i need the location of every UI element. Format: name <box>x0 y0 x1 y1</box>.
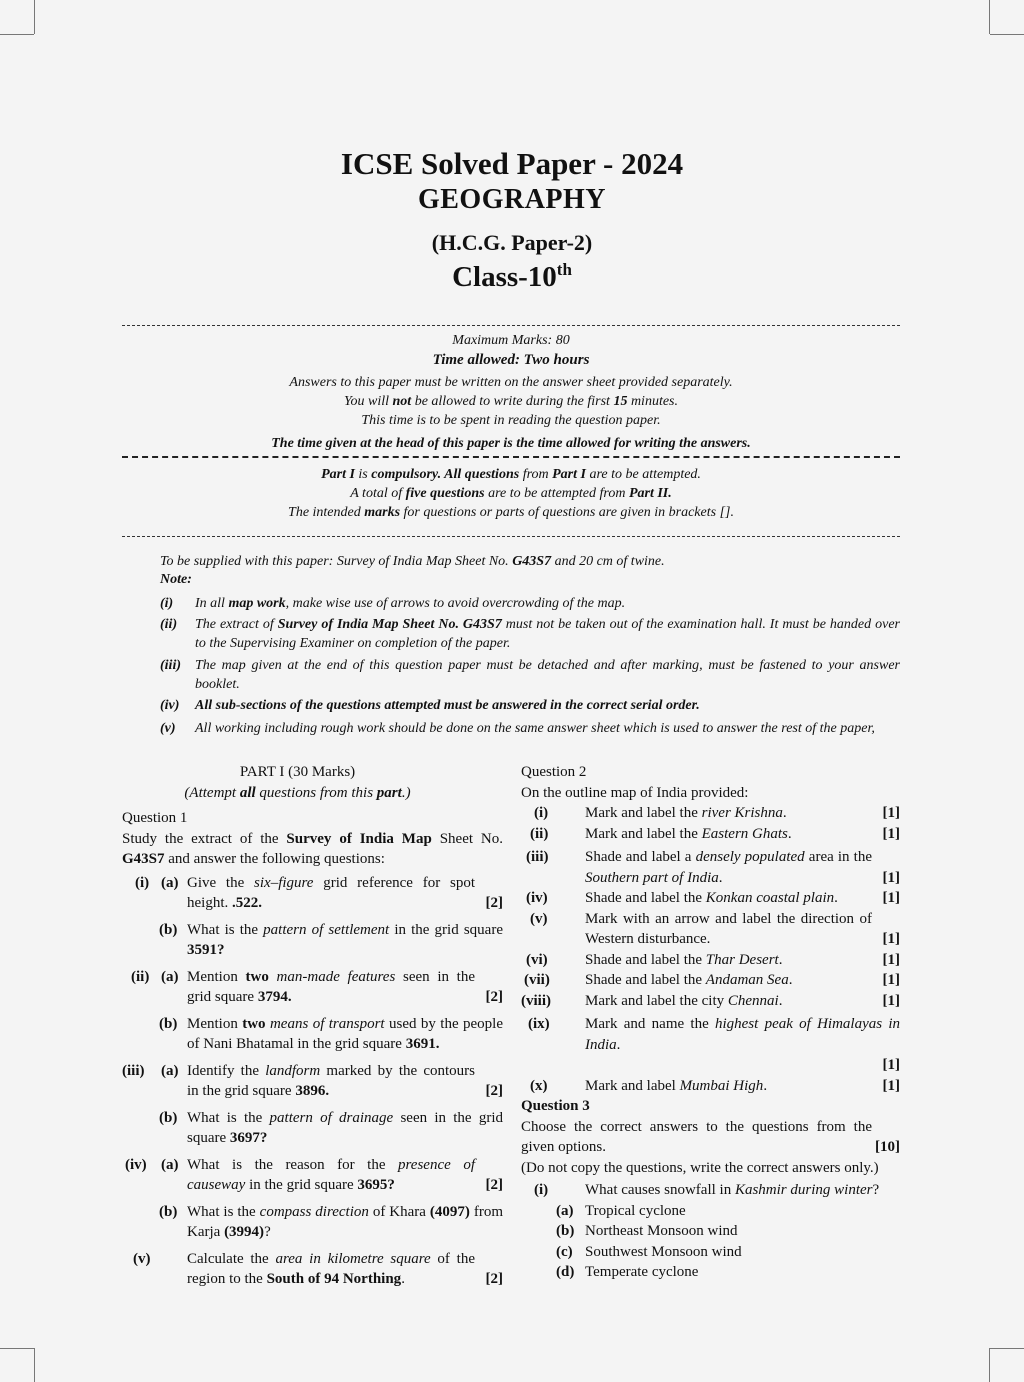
crop-mark <box>0 1348 34 1349</box>
note-item: (iii) The map given at the end of this question paper must be detached and after marking, must be fastened to your answer booklet. <box>160 658 900 692</box>
supply-note: To be supplied with this paper: Survey of India Map Sheet No. G43S7 and 20 cm of twine. <box>160 554 665 569</box>
instruction-line-bold: The time given at the head of this paper is the time allowed for writing the answers. <box>271 436 751 451</box>
q3-option: (b) Northeast Monsoon wind <box>556 1223 738 1239</box>
q1-iv-b: (b) What is the compass direction of Khara (4097) from Karja (3994)? <box>159 1203 503 1240</box>
crop-mark <box>989 1348 990 1382</box>
q2-item: (vii) Shade and label the Andaman Sea. [1] <box>524 972 900 988</box>
divider <box>122 456 900 458</box>
q3-note: (Do not copy the questions, write the correct answers only.) <box>521 1159 879 1176</box>
q2-item: (viii) Mark and label the city Chennai. [1] <box>521 992 900 1009</box>
note-item: (ii) The extract of Survey of India Map Sheet No. G43S7 must not be taken out of the examination hall. It must be handed over to the Supervising Examiner on completion of the paper. <box>160 617 900 651</box>
q2-item: (x) Mark and label Mumbai High. [1] <box>530 1077 900 1094</box>
divider <box>122 325 900 326</box>
part-instructions <box>122 465 900 522</box>
q3-option: (d) Temperate cyclone <box>556 1264 699 1280</box>
q1-ii-b: (b) Mention two means of transport used by the people of Nani Bhatamal in the grid square 3691. <box>159 1015 503 1052</box>
q1-ii-a: (ii) (a) Mention two man-made features seen in the grid square 3794. [2] <box>131 968 503 1005</box>
crop-mark <box>990 1348 1024 1349</box>
instruction-line: You will not be allowed to write during the first 15 minutes. <box>344 394 678 409</box>
paper-subject: GEOGRAPHY <box>417 184 607 215</box>
right-column <box>521 762 900 1283</box>
q3-title: Question 3 <box>521 1098 590 1114</box>
divider <box>122 536 900 537</box>
q2-item: (vi) Shade and label the Thar Desert. [1] <box>526 951 900 968</box>
q3-option: (c) Southwest Monsoon wind <box>556 1243 742 1260</box>
q2-item: (v) Mark with an arrow and label the direction of Western disturbance. [1] <box>530 910 900 947</box>
instruction-line: This time is to be spent in reading the question paper. <box>361 413 661 428</box>
q1-i-a: (i) (a) Give the six–figure grid reference for spot height. .522. [2] <box>135 874 503 911</box>
note-item: (v) All working including rough work should be done on the same answer sheet which is used to answer the rest of the paper, <box>160 721 875 736</box>
q1-intro: Study the extract of the Survey of India Map Sheet No. G43S7 and answer the following questions: <box>122 830 503 867</box>
q1-iii-a: (iii) (a) Identify the landform marked by the contours in the grid square 3896. [2] <box>122 1062 503 1099</box>
note-item: (iv) All sub-sections of the questions attempted must be answered in the correct serial order. <box>160 698 700 713</box>
q2-item: (ii) Mark and label the Eastern Ghats. [1] <box>530 825 900 842</box>
class-superscript: th <box>556 260 572 279</box>
q1-i-b: (b) What is the pattern of settlement in the grid square 3591? <box>159 921 503 958</box>
q2-item: (ix) Mark and name the highest peak of Himalayas in India. [1] <box>528 1016 900 1073</box>
note-item: (i) In all map work, make wise use of arrows to avoid overcrowding of the map. <box>160 596 626 611</box>
q2-item: (iii) Shade and label a densely populated area in the Southern part of India. [1] <box>526 849 900 886</box>
q2-intro: On the outline map of India provided: <box>521 784 749 801</box>
max-marks: Maximum Marks: 80 <box>452 333 570 348</box>
paper-header <box>0 145 1024 295</box>
part-line: Part I is compulsory. All questions from Part I are to be attempted. <box>321 467 701 482</box>
q1-title: Question 1 <box>122 810 188 826</box>
crop-mark <box>0 34 34 35</box>
paper-title: ICSE Solved Paper - 2024 <box>340 146 684 181</box>
paper-code: (H.C.G. Paper-2) <box>431 230 593 255</box>
q2-item: (iv) Shade and label the Konkan coastal plain. [1] <box>526 890 900 906</box>
part1-heading: PART I (30 Marks) <box>239 764 356 780</box>
note-title: Note: <box>160 572 192 587</box>
time-allowed: Time allowed: Two hours <box>432 352 590 368</box>
part1-subheading: (Attempt all questions from this part.) <box>184 784 411 801</box>
class-text: Class-10 <box>452 261 557 293</box>
instruction-line: Answers to this paper must be written on the answer sheet provided separately. <box>289 375 733 390</box>
q3-i: (i) What causes snowfall in Kashmir during winter? <box>534 1182 880 1198</box>
left-column <box>122 762 503 1290</box>
crop-mark <box>34 1348 35 1382</box>
q1-v: (v) Calculate the area in kilometre square of the region to the South of 94 Northing. [2] <box>133 1250 503 1287</box>
q3-option: (a) Tropical cyclone <box>556 1202 686 1219</box>
q2-title: Question 2 <box>521 764 587 780</box>
crop-mark <box>989 0 990 34</box>
q1-iv-a: (iv) (a) What is the reason for the presence of causeway in the grid square 3695? [2] <box>125 1156 503 1193</box>
crop-mark <box>34 0 35 34</box>
q2-item: (i) Mark and label the river Krishna. [1] <box>534 805 900 821</box>
crop-mark <box>990 34 1024 35</box>
exam-instructions <box>122 331 900 453</box>
part-line: A total of five questions are to be attempted from Part II. <box>350 486 672 501</box>
paper-class <box>0 259 1024 295</box>
part-line: The intended marks for questions or parts of questions are given in brackets []. <box>288 505 734 520</box>
q1-iii-b: (b) What is the pattern of drainage seen in the grid square 3697? <box>159 1109 503 1146</box>
q3-intro: Choose the correct answers to the questions from the given options. [10] <box>521 1118 900 1155</box>
